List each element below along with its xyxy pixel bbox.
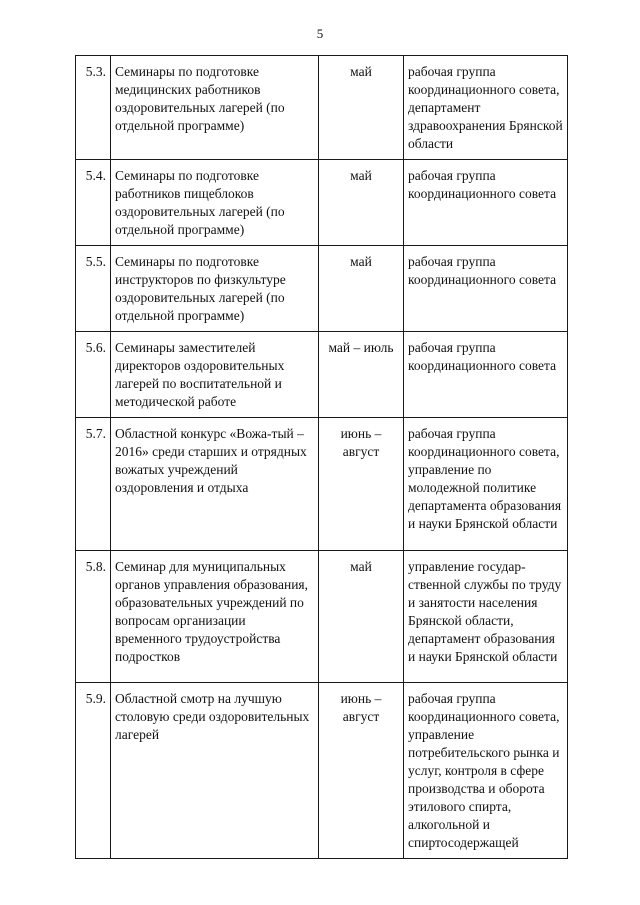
event-description: Семинары по подготовке инструкторов по физкультуре оздоровительных лагерей (по отдельной программе) <box>111 246 319 332</box>
responsible-party: рабочая группа координационного совета <box>404 246 568 332</box>
table-row <box>76 56 568 160</box>
events-table <box>75 55 568 859</box>
event-description: Семинар для муниципальных органов управления образования, образовательных учреждений по вопросам организации временного трудоустройства подростков <box>111 551 319 683</box>
event-date: май <box>319 160 404 246</box>
event-description: Семинары по подготовке работников пищеблоков оздоровительных лагерей (по отдельной программе) <box>111 160 319 246</box>
item-number: 5.3. <box>76 56 111 160</box>
item-number: 5.9. <box>76 683 111 859</box>
responsible-party: управление государ-ственной службы по труду и занятости населения Брянской области, департамент образования и науки Брянской области <box>404 551 568 683</box>
event-date: май – июль <box>319 332 404 418</box>
table-row <box>76 332 568 418</box>
responsible-party: рабочая группа координационного совета, управление по молодежной политике департамента образования и науки Брянской области <box>404 418 568 551</box>
responsible-party: рабочая группа координационного совета, департамент здравоохранения Брянской области <box>404 56 568 160</box>
item-number: 5.5. <box>76 246 111 332</box>
table-row <box>76 551 568 683</box>
event-date: июнь – август <box>319 418 404 551</box>
responsible-party: рабочая группа координационного совета <box>404 332 568 418</box>
event-date: июнь – август <box>319 683 404 859</box>
table-row <box>76 246 568 332</box>
item-number: 5.8. <box>76 551 111 683</box>
event-date: май <box>319 56 404 160</box>
table-row <box>76 160 568 246</box>
page-number: 5 <box>316 26 324 41</box>
item-number: 5.7. <box>76 418 111 551</box>
item-number: 5.4. <box>76 160 111 246</box>
table-row <box>76 418 568 551</box>
event-description: Семинары заместителей директоров оздоровительных лагерей по воспитательной и методической работе <box>111 332 319 418</box>
responsible-party: рабочая группа координационного совета <box>404 160 568 246</box>
event-description: Областной смотр на лучшую столовую среди оздоровительных лагерей <box>111 683 319 859</box>
table-row <box>76 683 568 859</box>
event-description: Семинары по подготовке медицинских работников оздоровительных лагерей (по отдельной программе) <box>111 56 319 160</box>
event-date: май <box>319 551 404 683</box>
event-description: Областной конкурс «Вожа-тый – 2016» среди старших и отрядных вожатых учреждений оздоровления и отдыха <box>111 418 319 551</box>
responsible-party: рабочая группа координационного совета, управление потребительского рынка и услуг, контроля в сфере производства и оборота этилового спирта, алкогольной и спиртосодержащей <box>404 683 568 859</box>
item-number: 5.6. <box>76 332 111 418</box>
event-date: май <box>319 246 404 332</box>
